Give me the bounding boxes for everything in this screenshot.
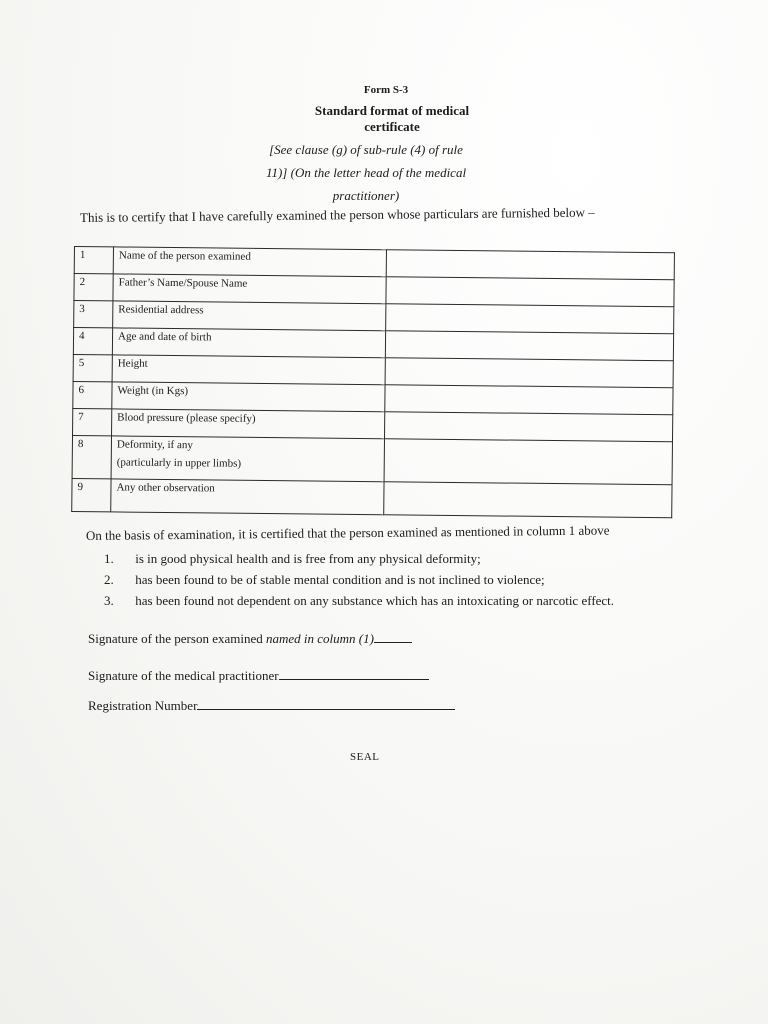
row-number: 7 <box>73 408 112 435</box>
row-label: Any other observation <box>111 479 384 515</box>
row-value-field[interactable] <box>386 250 674 280</box>
list-item-text: is in good physical health and is free from any physical deformity; <box>135 551 481 566</box>
row-number: 9 <box>72 478 111 511</box>
row-number: 4 <box>73 328 112 355</box>
particulars-table <box>71 246 675 518</box>
row-number: 8 <box>72 435 111 478</box>
row-number: 5 <box>73 354 112 381</box>
row-number: 3 <box>74 301 113 328</box>
list-item <box>88 548 614 569</box>
clause-line-3: practitioner) <box>332 188 400 203</box>
list-item <box>88 569 614 590</box>
person-signature-label: Signature of the person examined <box>88 631 263 646</box>
form-title <box>8 103 768 135</box>
clause-line-2: 11)] (On the letter head of the medical <box>265 165 467 180</box>
row-number: 1 <box>74 247 113 274</box>
row-label: Name of the person examined <box>113 247 386 277</box>
practitioner-signature-field <box>88 668 429 684</box>
row-label-line-2: (particularly in upper limbs) <box>116 456 242 470</box>
form-number: Form S-3 <box>363 84 409 96</box>
certification-intro: This is to certify that I have carefully examined the person whose particulars are furnished below – <box>79 204 595 225</box>
row-value-field[interactable] <box>385 331 673 361</box>
row-label: Age and date of birth <box>112 328 385 358</box>
list-item-text: has been found not dependent on any substance which has an intoxicating or narcotic effect. <box>135 593 615 608</box>
row-label-line-1: Deformity, if any <box>116 438 193 452</box>
row-label <box>111 436 384 482</box>
form-title-line-1: Standard format of medical <box>314 103 470 118</box>
clause-line-1: [See clause (g) of sub-rule (4) of rule <box>269 142 463 157</box>
table-row <box>72 435 672 484</box>
clause-reference <box>16 138 716 207</box>
row-number: 6 <box>73 381 112 408</box>
row-label: Height <box>112 355 385 385</box>
list-item-text: has been found to be of stable mental condition and is not inclined to violence; <box>135 572 545 587</box>
person-signature-line[interactable] <box>374 641 412 643</box>
form-title-line-2: certificate <box>364 119 420 134</box>
registration-number-field <box>88 698 455 714</box>
row-value-field[interactable] <box>384 482 672 518</box>
row-label: Blood pressure (please specify) <box>112 409 385 439</box>
practitioner-signature-line[interactable] <box>279 678 429 680</box>
row-value-field[interactable] <box>385 385 673 415</box>
row-value-field[interactable] <box>384 439 672 485</box>
row-number: 2 <box>74 274 113 301</box>
list-item-number: 1. <box>104 551 114 566</box>
person-signature-field <box>88 631 412 647</box>
row-value-field[interactable] <box>386 304 674 334</box>
list-item <box>88 590 614 611</box>
conditions-list <box>88 548 614 611</box>
row-label: Residential address <box>113 301 386 331</box>
row-value-field[interactable] <box>385 358 673 388</box>
row-value-field[interactable] <box>384 412 672 442</box>
certification-basis: On the basis of examination, it is certified that the person examined as mentioned in column 1 above <box>85 522 610 543</box>
registration-number-line[interactable] <box>197 708 455 710</box>
registration-number-label: Registration Number <box>88 698 198 713</box>
table-row <box>72 478 672 517</box>
row-label: Weight (in Kgs) <box>112 382 385 412</box>
list-item-number: 3. <box>104 593 114 608</box>
person-signature-note: named in column (1) <box>265 631 374 646</box>
list-item-number: 2. <box>104 572 114 587</box>
seal-placeholder: SEAL <box>350 751 380 763</box>
row-label: Father’s Name/Spouse Name <box>113 274 386 304</box>
row-value-field[interactable] <box>386 277 674 307</box>
practitioner-signature-label: Signature of the medical practitioner <box>88 668 279 683</box>
